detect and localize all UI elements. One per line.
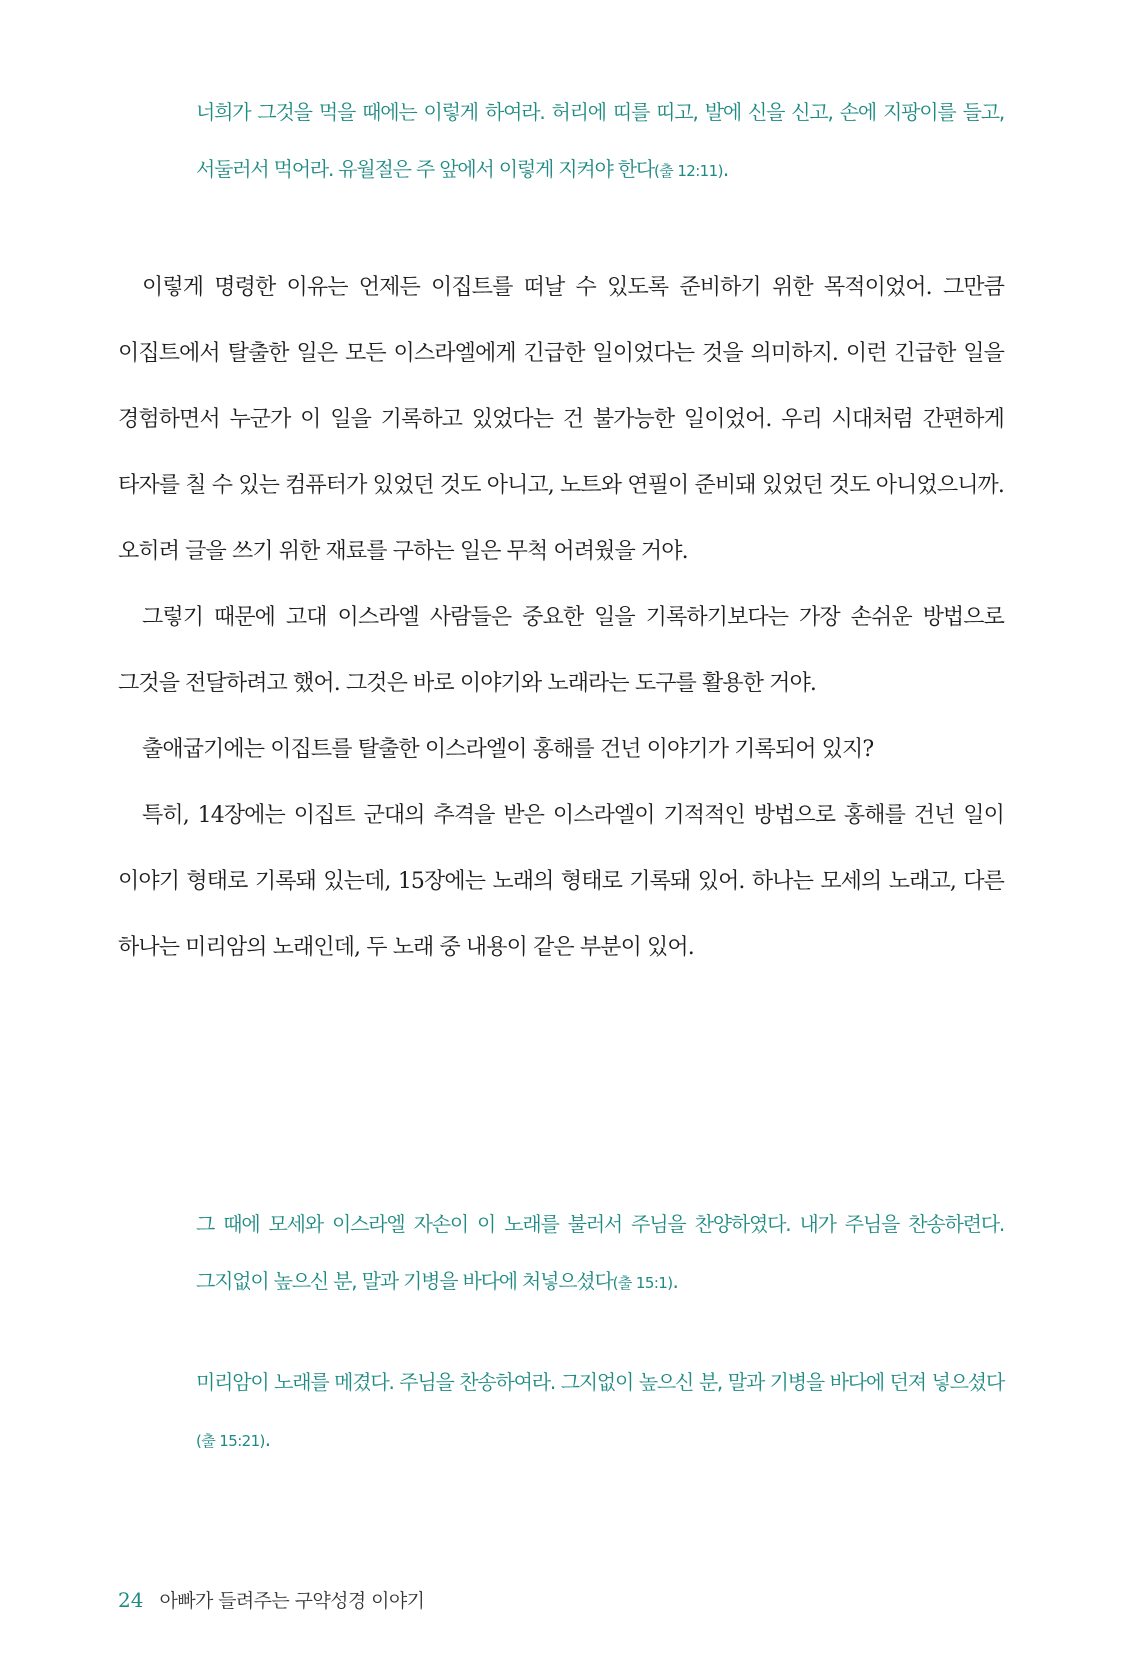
quote-end: .: [722, 157, 728, 181]
body-paragraph: 특히, 14장에는 이집트 군대의 추격을 받은 이스라엘이 기적적인 방법으로 홍해를 건넌 일이 이야기 형태로 기록돼 있는데, 15장에는 노래의 형태로 기록돼 있어. 하나는 모세의 노래고, 다른 하나는 미리암의 노래인데, 두 노래 중 내용이 같은 부분이 있어.: [118, 803, 1004, 960]
scripture-quote: [196, 1354, 1004, 1470]
quote-text: 너희가 그것을 먹을 때에는 이렇게 하여라. 허리에 띠를 띠고, 발에 신을 신고, 손에 지팡이를 들고, 서둘러서 먹어라. 유월절은 주 앞에서 이렇게 지켜야 한다: [196, 100, 1004, 181]
quote-text: 미리암이 노래를 메겼다. 주님을 찬송하여라. 그지없이 높으신 분, 말과 기병을 바다에 던져 넣으셨다: [196, 1370, 1004, 1394]
page-footer: [118, 1586, 424, 1616]
body-text: [118, 255, 1004, 981]
quote-end: .: [264, 1427, 270, 1451]
body-paragraph: 그렇기 때문에 고대 이스라엘 사람들은 중요한 일을 기록하기보다는 가장 손쉬운 방법으로 그것을 전달하려고 했어. 그것은 바로 이야기와 노래라는 도구를 활용한 거야.: [118, 605, 1004, 696]
page-number: 24: [118, 1588, 144, 1612]
quote-reference: (출 12:11): [654, 162, 723, 180]
quote-reference: (출 15:1): [612, 1274, 673, 1292]
running-title: 아빠가 들려주는 구약성경 이야기: [159, 1590, 425, 1612]
quote-reference: (출 15:21): [196, 1432, 265, 1450]
scripture-quote: [196, 1196, 1004, 1312]
quote-end: .: [672, 1269, 678, 1293]
body-paragraph: 출애굽기에는 이집트를 탈출한 이스라엘이 홍해를 건넌 이야기가 기록되어 있지?: [142, 737, 874, 762]
scripture-quote: [196, 84, 1004, 200]
quote-text: 그 때에 모세와 이스라엘 자손이 이 노래를 불러서 주님을 찬양하였다. 내가 주님을 찬송하련다. 그지없이 높으신 분, 말과 기병을 바다에 처넣으셨다: [196, 1212, 1004, 1293]
body-paragraph: 이렇게 명령한 이유는 언제든 이집트를 떠날 수 있도록 준비하기 위한 목적이었어. 그만큼 이집트에서 탈출한 일은 모든 이스라엘에게 긴급한 일이었다는 것을 의미하지. 이런 긴급한 일을 경험하면서 누군가 이 일을 기록하고 있었다는 건 불가능한 일이었어. 우리 시대처럼 간편하게 타자를 칠 수 있는 컴퓨터가 있었던 것도 아니고, 노트와 연필이 준비돼 있었던 것도 아니었으니까. 오히려 글을 쓰기 위한 재료를 구하는 일은 무척 어려웠을 거야.: [118, 275, 1004, 564]
